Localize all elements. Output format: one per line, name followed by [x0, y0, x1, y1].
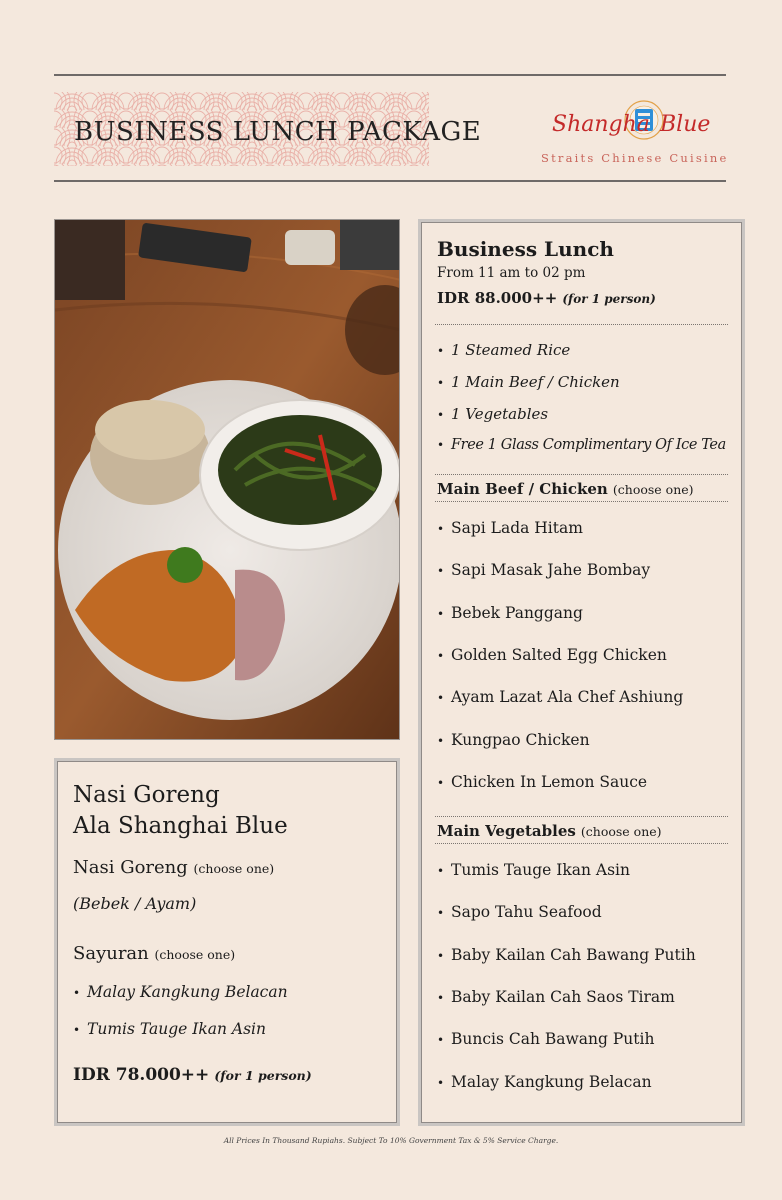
sayuran-choose-note: (choose one): [154, 947, 236, 962]
veg-section-choose-note: (choose one): [580, 824, 662, 839]
sayuran-label: Sayuran: [73, 943, 149, 964]
sayuran-heading: [73, 943, 235, 964]
divider: [435, 816, 728, 817]
header-bottom-rule: [54, 180, 726, 182]
veg-item: • Malay Kangkung Belacan: [437, 1073, 652, 1091]
nasi-goreng-label: Nasi Goreng: [73, 857, 188, 878]
business-lunch-price-row: [437, 288, 656, 307]
card-title-line2: Ala Shanghai Blue: [73, 813, 288, 839]
page-title: BUSINESS LUNCH PACKAGE: [74, 117, 482, 147]
card-title-line1: Nasi Goreng: [73, 782, 220, 808]
logo-tagline: Straits Chinese Cuisine: [541, 151, 729, 165]
include-item: • 1 Vegetables: [437, 405, 548, 423]
nasi-goreng-price-row: [73, 1065, 312, 1085]
divider: [435, 324, 728, 325]
main-item: • Bebek Panggang: [437, 604, 583, 622]
main-item: • Chicken In Lemon Sauce: [437, 773, 647, 791]
veg-section-label: Main Vegetables: [437, 822, 576, 840]
main-section-choose-note: (choose one): [612, 482, 694, 497]
svg-text:Shangha: Shangha: [552, 112, 650, 137]
main-item: • Ayam Lazat Ala Chef Ashiung: [437, 688, 683, 706]
business-lunch-hours: From 11 am to 02 pm: [437, 265, 586, 281]
veg-item: • Sapo Tahu Seafood: [437, 903, 602, 921]
nasi-goreng-heading: [73, 857, 274, 878]
include-item: • 1 Main Beef / Chicken: [437, 373, 620, 391]
veg-item: • Baby Kailan Cah Saos Tiram: [437, 988, 675, 1006]
nasi-goreng-price-note: (for 1 person): [214, 1068, 312, 1083]
top-rule: [54, 74, 726, 76]
veg-section-heading: [437, 821, 662, 840]
include-item: • 1 Steamed Rice: [437, 341, 570, 359]
main-section-label: Main Beef / Chicken: [437, 480, 608, 498]
main-item: • Golden Salted Egg Chicken: [437, 646, 667, 664]
veg-item: • Baby Kailan Cah Bawang Putih: [437, 946, 696, 964]
business-lunch-price: IDR 88.000++: [437, 289, 558, 307]
veg-item: • Buncis Cah Bawang Putih: [437, 1030, 654, 1048]
sayuran-item: • Tumis Tauge Ikan Asin: [73, 1020, 266, 1038]
main-section-heading: [437, 479, 694, 498]
business-lunch-title: Business Lunch: [437, 237, 614, 261]
svg-text:Blue: Blue: [660, 112, 711, 137]
nasi-goreng-options: (Bebek / Ayam): [73, 894, 197, 913]
footer-note: All Prices In Thousand Rupiahs. Subject To 10% Government Tax & 5% Service Charge.: [223, 1136, 559, 1145]
sayuran-item: • Malay Kangkung Belacan: [73, 983, 288, 1001]
main-item: • Sapi Masak Jahe Bombay: [437, 561, 650, 579]
food-photo: [54, 219, 400, 740]
veg-item: • Tumis Tauge Ikan Asin: [437, 861, 630, 879]
main-item: • Kungpao Chicken: [437, 731, 590, 749]
business-lunch-price-note: (for 1 person): [562, 292, 656, 306]
include-item: • Free 1 Glass Complimentary Of Ice Tea: [437, 437, 726, 453]
nasi-goreng-choose-note: (choose one): [193, 861, 275, 876]
divider: [435, 501, 728, 502]
divider: [435, 843, 728, 844]
main-item: • Sapi Lada Hitam: [437, 519, 583, 537]
nasi-goreng-price: IDR 78.000++: [73, 1065, 210, 1085]
divider: [435, 474, 728, 475]
